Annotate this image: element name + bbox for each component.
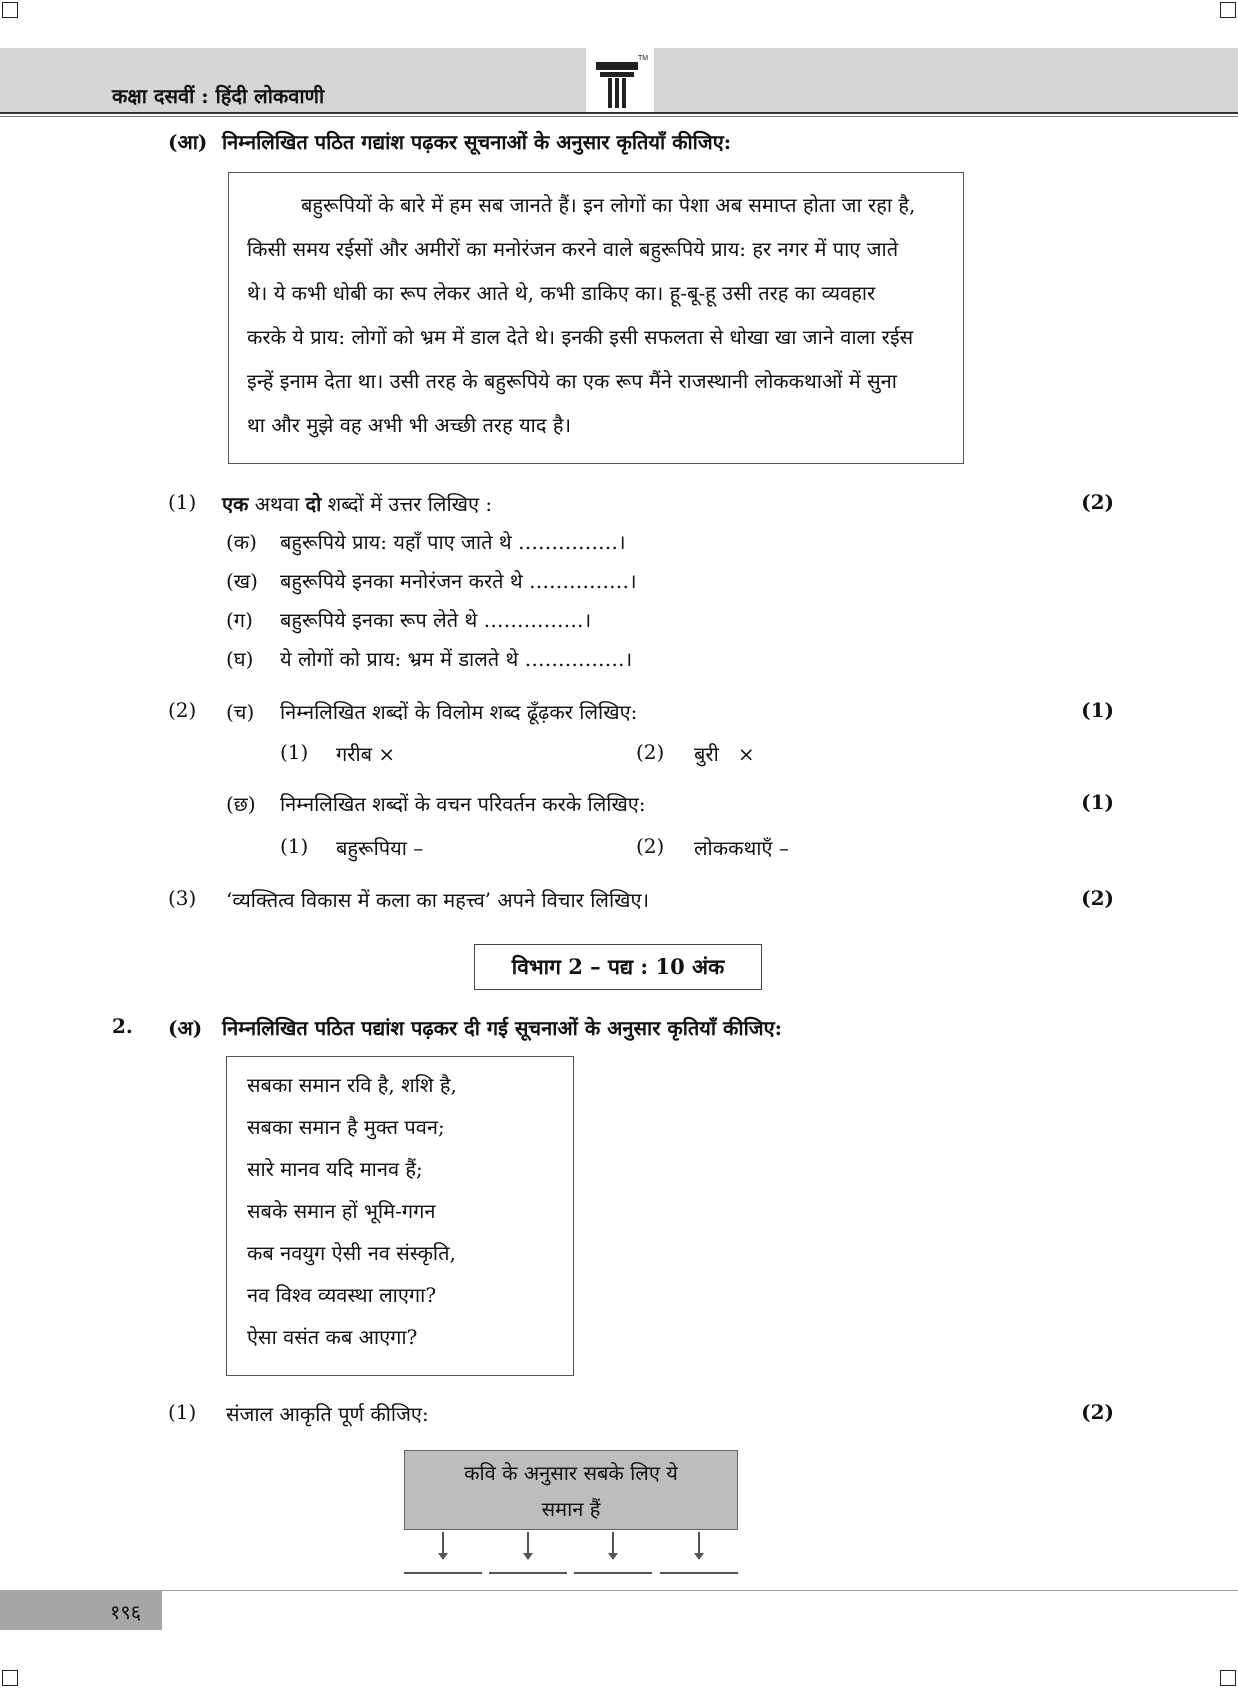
poem-line: नव विश्व व्यवस्था लाएगा? — [247, 1283, 437, 1307]
antonym-word: बुरी × — [694, 742, 755, 766]
number-change-num: (1) — [280, 834, 309, 858]
sub1-marks: (2) — [1081, 490, 1114, 514]
sub3-number: (3) — [168, 886, 197, 910]
arrow-down-icon — [698, 1532, 700, 1554]
item-label: (क) — [226, 530, 257, 554]
sub1-text: शब्दों में उत्तर लिखिए : — [321, 492, 493, 516]
crop-mark-top-left — [2, 2, 18, 18]
passage-line: थे। ये कभी धोबी का रूप लेकर आते थे, कभी डाकिए का। हू-बू-हू उसी तरह का व्यवहार — [247, 281, 876, 305]
crop-mark-top-right — [1220, 2, 1236, 18]
sub1-bold-word: एक — [222, 492, 249, 516]
item-text: ये लोगों को प्राय: भ्रम में डालते थे ……………। — [280, 647, 633, 671]
sub2a-question: निम्नलिखित शब्दों के विलोम शब्द ढूँढ़कर लिखिए: — [280, 700, 638, 724]
item-label: (ख) — [226, 569, 258, 593]
footer-divider — [0, 1590, 1238, 1591]
header-divider — [0, 112, 1238, 114]
answer-blank[interactable] — [660, 1572, 738, 1574]
crop-mark-bottom-right — [1220, 1670, 1236, 1686]
word-web-text-line: कवि के अनुसार सबके लिए ये — [464, 1461, 678, 1485]
passage-line: इन्हें इनाम देता था। उसी तरह के बहुरूपिये का एक रूप मैंने राजस्थानी लोककथाओं में सुना — [247, 369, 897, 393]
q1b-instruction: निम्नलिखित पठित गद्यांश पढ़कर सूचनाओं के अनुसार कृतियाँ कीजिए: — [222, 130, 732, 154]
word-web-text-line: समान हैं — [541, 1497, 601, 1521]
publisher-logo — [586, 48, 654, 112]
poem-line: सबका समान रवि है, शशि है, — [247, 1073, 457, 1097]
sub1-bold-word: दो — [305, 492, 322, 516]
crop-mark-bottom-left — [2, 1670, 18, 1686]
book-title: कक्षा दसवीं : हिंदी लोकवाणी — [112, 84, 325, 108]
poem-line: सारे मानव यदि मानव हैं; — [247, 1157, 423, 1181]
section-heading: विभाग 2 – पद्य : 10 अंक — [474, 944, 762, 990]
sub1-question — [222, 490, 492, 517]
sub2a-marks: (1) — [1081, 698, 1114, 722]
poem-line: ऐसा वसंत कब आएगा? — [247, 1325, 418, 1349]
q2-sub1-marks: (2) — [1081, 1400, 1114, 1424]
poem-line: सबका समान है मुक्त पवन; — [247, 1115, 445, 1139]
sub2b-marks: (1) — [1081, 790, 1114, 814]
poem-line: कब नवयुग ऐसी नव संस्कृति, — [247, 1241, 456, 1265]
passage-line: करके ये प्राय: लोगों को भ्रम में डाल देते थे। इनकी इसी सफलता से धोखा खा जाने वाला रईस — [247, 325, 914, 349]
sub3-question: ‘व्यक्तित्व विकास में कला का महत्त्व’ अपने विचार लिखिए। — [226, 888, 650, 912]
answer-blank[interactable] — [574, 1572, 652, 1574]
number-change-num: (2) — [636, 834, 665, 858]
number-change-word: लोककथाएँ – — [694, 836, 789, 860]
word-web-center-box — [404, 1450, 738, 1530]
t-pillar-logo-icon — [586, 48, 654, 112]
prose-passage-box — [228, 172, 964, 464]
passage-line: बहुरूपियों के बारे में हम सब जानते हैं। इन लोगों का पेशा अब समाप्त होता जा रहा है, — [301, 193, 916, 217]
header-divider-thin — [0, 116, 1238, 117]
q1b-label: (आ) — [168, 130, 208, 154]
antonym-num: (1) — [280, 740, 309, 764]
arrow-down-icon — [442, 1532, 444, 1554]
page-number: १९६ — [110, 1600, 142, 1624]
poem-box — [226, 1056, 574, 1376]
item-text: बहुरूपिये इनका मनोरंजन करते थे ……………। — [280, 569, 637, 593]
answer-blank[interactable] — [489, 1572, 567, 1574]
q2-sub1-question: संजाल आकृति पूर्ण कीजिए: — [226, 1402, 429, 1426]
passage-line: था और मुझे वह अभी भी अच्छी तरह याद है। — [247, 413, 572, 437]
q2-sub1-number: (1) — [168, 1400, 197, 1424]
item-label: (घ) — [226, 647, 254, 671]
sub1-text: अथवा — [248, 492, 306, 516]
item-label: (ग) — [226, 608, 253, 632]
antonym-num: (2) — [636, 740, 665, 764]
passage-line: किसी समय रईसों और अमीरों का मनोरंजन करने वाले बहुरूपिये प्राय: हर नगर में पाए जाते — [247, 237, 899, 261]
arrow-down-icon — [612, 1532, 614, 1554]
sub2b-question: निम्नलिखित शब्दों के वचन परिवर्तन करके लिखिए: — [280, 792, 646, 816]
answer-blank[interactable] — [404, 1572, 482, 1574]
item-text: बहुरूपिये प्राय: यहाँ पाए जाते थे ……………। — [280, 530, 626, 554]
q2-number: 2. — [112, 1014, 133, 1038]
q2-instruction: निम्नलिखित पठित पद्यांश पढ़कर दी गई सूचनाओं के अनुसार कृतियाँ कीजिए: — [222, 1016, 783, 1040]
sub1-number: (1) — [168, 490, 197, 514]
number-change-word: बहुरूपिया – — [336, 836, 424, 860]
sub2a-label: (च) — [226, 700, 255, 724]
antonym-word: गरीब × — [336, 742, 396, 766]
poem-line: सबके समान हों भूमि-गगन — [247, 1199, 436, 1223]
sub2-number: (2) — [168, 698, 197, 722]
item-text: बहुरूपिये इनका रूप लेते थे ……………। — [280, 608, 592, 632]
sub3-marks: (2) — [1081, 886, 1114, 910]
sub2b-label: (छ) — [226, 792, 256, 816]
trademark-mark: TM — [638, 55, 649, 62]
arrow-down-icon — [527, 1532, 529, 1554]
q2-label: (अ) — [168, 1016, 203, 1040]
